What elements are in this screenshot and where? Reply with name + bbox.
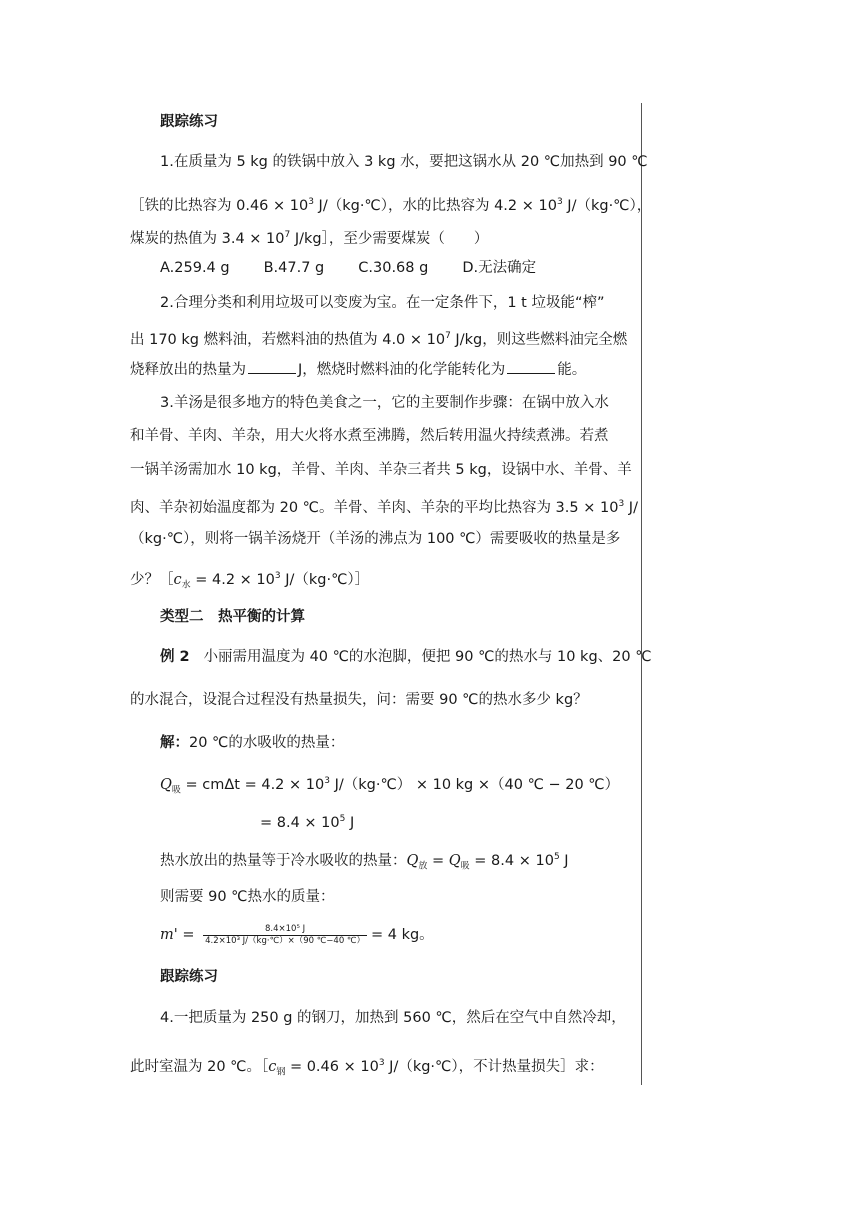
solution-line-1: 解：20 ℃的水吸收的热量： bbox=[160, 735, 345, 751]
q4-line-1: 4.一把质量为 250 g 的钢刀，加热到 560 ℃，然后在空气中自然冷却， bbox=[160, 1010, 626, 1026]
section-title-practice-1: 跟踪练习 bbox=[160, 114, 218, 130]
q2-line-2: 出 170 kg 燃料油，若燃料油的热值为 $4.0 \times 10^7$ J/kg，则这些燃料油完全燃 bbox=[130, 331, 628, 348]
option-c: C.30.68 g bbox=[358, 260, 429, 276]
section-title-practice-2: 跟踪练习 bbox=[160, 969, 218, 985]
q3-line-6: 少？$[c_水 = 4.2 \times 10^3$ J/（kg·℃）］ bbox=[130, 571, 370, 591]
answer-blank-2[interactable] bbox=[507, 359, 555, 374]
solution-equation-1: $Q_吸 = cm\Delta t = 4.2 \times 10^3$ J/（kg·℃） × 10 kg ×（40 ℃ − 20 ℃） bbox=[160, 776, 620, 796]
solution-equation-2: = $8.4 \times 10^5$ J bbox=[260, 814, 355, 831]
solution-mass-formula: m' = $\frac{\text{8.4×10⁵ J}}{\text{4.2×10³ J/（kg·℃）×（90 ℃−40 ℃）}}$ = 4 kg。 bbox=[160, 923, 434, 946]
page-margin-line bbox=[641, 103, 642, 1085]
example-2-line-2: 的水混合，设混合过程没有热量损失，问：需要 90 ℃的热水多少 kg？ bbox=[130, 692, 588, 708]
option-d: D.无法确定 bbox=[462, 260, 537, 276]
q1-line-3: 煤炭的热值为 $3.4 \times 10^7$ J/kg］，至少需要煤炭（ ） bbox=[130, 230, 489, 247]
option-b: B.47.7 g bbox=[263, 260, 325, 276]
q3-line-5: （kg·℃），则将一锅羊汤烧开（羊汤的沸点为 100 ℃）需要吸收的热量是多 bbox=[130, 531, 621, 547]
fraction bbox=[203, 924, 367, 947]
q3-line-2: 和羊骨、羊肉、羊杂，用大火将水煮至沸腾，然后转用温火持续煮沸。若煮 bbox=[130, 428, 609, 444]
q3-line-3: 一锅羊汤需加水 10 kg，羊骨、羊肉、羊杂三者共 5 kg，设锅中水、羊骨、羊 bbox=[130, 462, 632, 478]
q4-line-2: 此时室温为 20 ℃。$[c_钢 = 0.46 \times 10^3$ J/（kg·℃），不计热量损失］求： bbox=[130, 1058, 604, 1078]
section-title-type-2: 类型二 热平衡的计算 bbox=[160, 609, 305, 625]
q3-line-1: 3.羊汤是很多地方的特色美食之一，它的主要制作步骤：在锅中放入水 bbox=[160, 395, 609, 411]
q1-line-1: 1.在质量为 5 kg 的铁锅中放入 3 kg 水，要把这锅水从 20 ℃加热到 90 ℃ bbox=[160, 154, 648, 170]
q1-options bbox=[160, 258, 570, 278]
option-a: A.259.4 g bbox=[160, 260, 230, 276]
q2-line-3: 烧释放出的热量为 J，燃烧时燃料油的化学能转化为 能。 bbox=[130, 359, 586, 380]
solution-line-5: 则需要 90 ℃热水的质量： bbox=[160, 889, 335, 905]
solution-line-4: 热水放出的热量等于冷水吸收的热量：$Q_放 = Q_吸 = 8.4 \times 10^5$ J bbox=[160, 852, 569, 872]
example-2-line-1: 例 2 小丽需用温度为 40 ℃的水泡脚，便把 90 ℃的热水与 10 kg、20 ℃ bbox=[160, 649, 652, 665]
fraction-denominator: 4.2×10³ J/（kg·℃）×（90 ℃−40 ℃） bbox=[205, 935, 365, 946]
q1-line-2: ［铁的比热容为 $0.46 \times 10^3$ J/（kg·℃），水的比热容为 $4.2 \times 10^3$ J/（kg·℃）， bbox=[130, 197, 652, 214]
q3-line-4: 肉、羊杂初始温度都为 20 ℃。羊骨、羊肉、羊杂的平均比热容为 $3.5 \times 10^3$ J/ bbox=[130, 499, 638, 516]
fraction-numerator: 8.4×10⁵ J bbox=[265, 923, 306, 934]
q2-line-1: 2.合理分类和利用垃圾可以变废为宝。在一定条件下，1 t 垃圾能“榨” bbox=[160, 295, 605, 311]
answer-blank-1[interactable] bbox=[248, 359, 296, 374]
